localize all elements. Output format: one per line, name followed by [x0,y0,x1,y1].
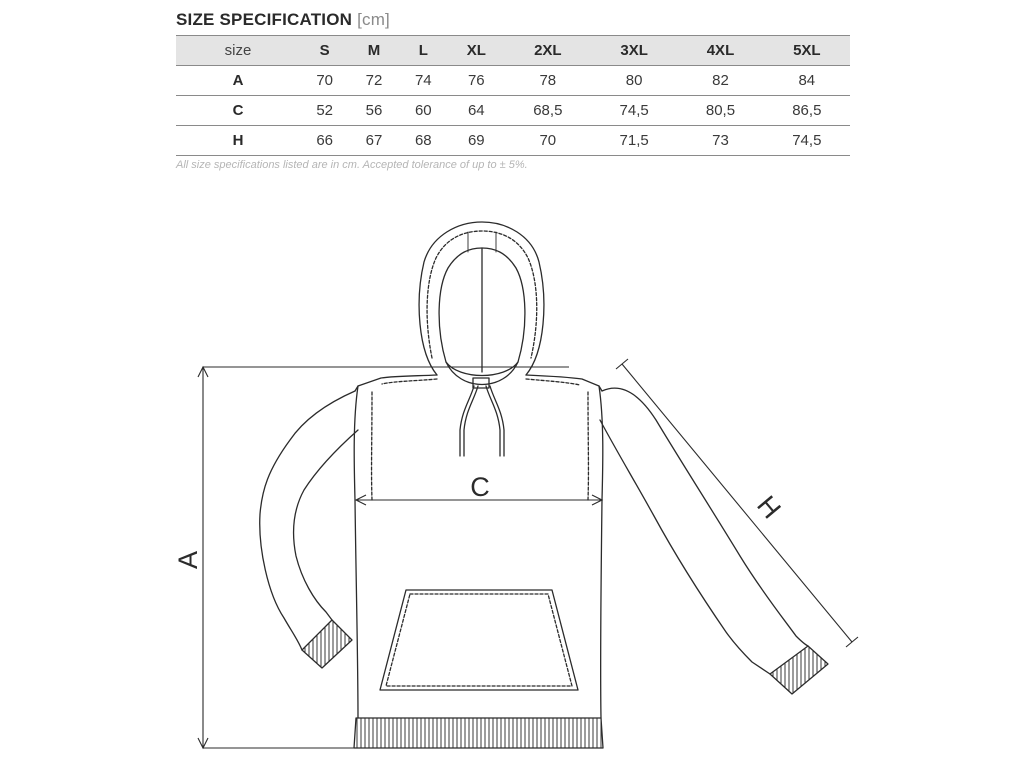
table-cell: 74,5 [591,96,677,126]
table-title-text: SIZE SPECIFICATION [176,10,353,29]
table-cell: 82 [677,66,763,96]
table-cell: 84 [764,66,850,96]
table-cell: 68,5 [505,96,591,126]
table-cell: 80 [591,66,677,96]
table-cell: 78 [505,66,591,96]
label-h: H [751,490,787,525]
header-cell-m: M [349,36,398,66]
kangaroo-pocket [380,590,578,690]
table-cell: 68 [399,126,448,156]
header-cell-4xl: 4XL [677,36,763,66]
label-c: C [470,472,490,502]
left-cuff [302,620,352,668]
table-cell: 52 [300,96,349,126]
header-cell-l: L [399,36,448,66]
face-opening [439,232,525,385]
table-cell: 74,5 [764,126,850,156]
dimension-a [198,367,569,748]
table-cell: 69 [448,126,505,156]
right-cuff [770,646,828,694]
table-cell: 56 [349,96,398,126]
drawstrings [460,378,504,456]
row-label-h: H [176,126,300,156]
table-cell: 70 [505,126,591,156]
table-cell: 80,5 [677,96,763,126]
tolerance-note: All size specifications listed are in cm. Accepted tolerance of up to ± 5%. [176,159,528,171]
row-label-c: C [176,96,300,126]
table-cell: 73 [677,126,763,156]
waistband [354,718,603,748]
header-cell-3xl: 3XL [591,36,677,66]
header-cell-5xl: 5XL [764,36,850,66]
label-a: A [173,550,203,570]
table-title-unit: [cm] [357,10,390,29]
header-cell-s: S [300,36,349,66]
header-cell-size: size [176,36,300,66]
header-cell-xl: XL [448,36,505,66]
table-cell: 60 [399,96,448,126]
table-cell: 76 [448,66,505,96]
hoodie-body [354,386,603,718]
header-cell-2xl: 2XL [505,36,591,66]
table-cell: 72 [349,66,398,96]
table-cell: 86,5 [764,96,850,126]
row-label-a: A [176,66,300,96]
table-cell: 71,5 [591,126,677,156]
table-cell: 74 [399,66,448,96]
dimension-h [616,359,858,647]
table-cell: 70 [300,66,349,96]
table-cell: 67 [349,126,398,156]
table-cell: 66 [300,126,349,156]
left-sleeve [260,391,358,650]
right-sleeve [600,388,808,674]
table-cell: 64 [448,96,505,126]
